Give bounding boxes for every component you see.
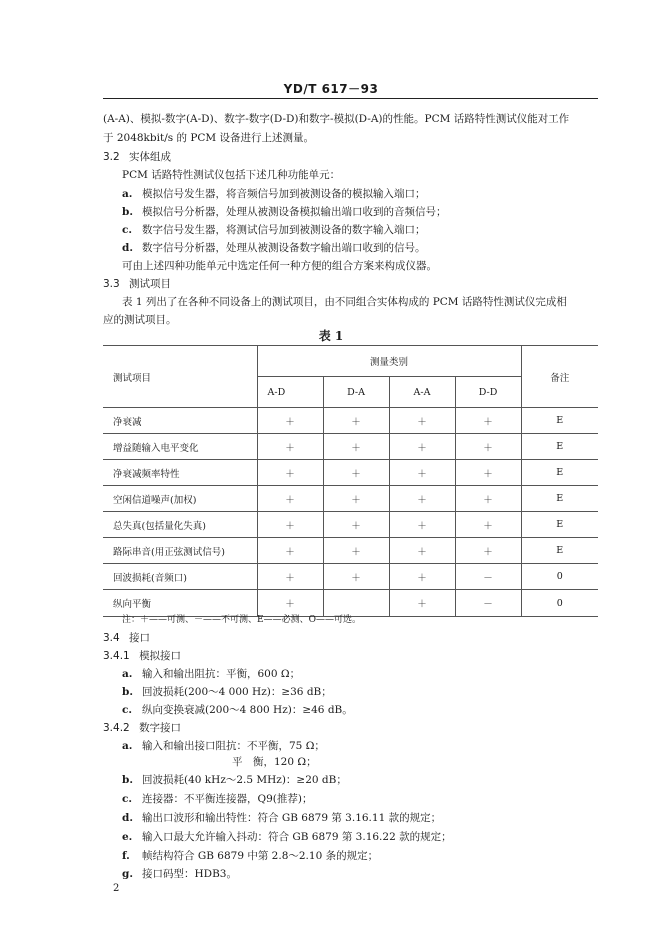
section-3-2-lead: PCM 话路特性测试仪包括下述几种功能单元： <box>122 169 341 181</box>
row-note: E <box>521 408 598 434</box>
cell: － <box>455 590 521 617</box>
section-number: 3.2 <box>103 151 120 163</box>
section-3-4-1-heading <box>103 649 181 663</box>
row-name: 回波损耗(音频口) <box>103 564 257 590</box>
list-item <box>122 830 452 844</box>
cell: ＋ <box>323 434 389 460</box>
section-title: 测试项目 <box>129 278 172 290</box>
cell: ＋ <box>323 512 389 538</box>
table-row <box>103 564 598 590</box>
item-text: 输入口最大允许输入抖动：符合 GB 6879 第 3.16.22 款的规定； <box>142 831 452 843</box>
table-row <box>103 434 598 460</box>
test-items-table <box>103 345 598 617</box>
cell: ＋ <box>257 434 323 460</box>
cell: ＋ <box>455 512 521 538</box>
list-item <box>122 773 347 787</box>
cell: ＋ <box>257 538 323 564</box>
row-name: 净衰减 <box>103 408 257 434</box>
page-number: 2 <box>113 883 120 894</box>
row-name: 纵向平衡 <box>103 590 257 617</box>
item-label: c. <box>122 704 133 716</box>
item-text: 模拟信号分析器，处理从被测设备模拟输出端口收到的音频信号； <box>142 206 447 218</box>
list-item <box>122 187 426 201</box>
table-row <box>103 538 598 564</box>
row-note: 0 <box>521 564 598 590</box>
item-label: c. <box>122 224 133 236</box>
row-name: 增益随输入电平变化 <box>103 434 257 460</box>
cell: ＋ <box>257 460 323 486</box>
cell: ＋ <box>455 434 521 460</box>
section-3-2-heading <box>103 150 171 164</box>
row-note: E <box>521 538 598 564</box>
cell: ＋ <box>257 590 323 617</box>
col-head-a-a: A-A <box>389 377 455 408</box>
row-name: 路际串音(用正弦测试信号) <box>103 538 257 564</box>
item-text: 输出口波形和输出特性：符合 GB 6879 第 3.16.11 款的规定； <box>142 812 442 824</box>
list-item <box>122 667 300 681</box>
table-row <box>103 408 598 434</box>
item-text: 连接器：不平衡连接器，Q9(推荐)； <box>142 793 313 805</box>
cell: ＋ <box>389 434 455 460</box>
list-item <box>122 685 332 699</box>
section-title: 实体组成 <box>129 151 172 163</box>
item-label: d. <box>122 242 133 254</box>
item-label: a. <box>122 740 133 752</box>
cell: ＋ <box>257 486 323 512</box>
list-item <box>122 205 447 219</box>
row-name: 总失真(包括量化失真) <box>103 512 257 538</box>
section-number: 3.3 <box>103 278 120 290</box>
table-row <box>103 512 598 538</box>
col-head-d-a: D-A <box>323 377 389 408</box>
intro-line-2: 于 2048kbit/s 的 PCM 设备进行上述测量。 <box>103 132 315 144</box>
item-label: f. <box>122 850 130 862</box>
item-label: b. <box>122 774 133 786</box>
item-text: 数字信号分析器，处理从被测设备数字输出端口收到的信号。 <box>142 242 426 254</box>
item-text: 纵向变换衰减(200～4 800 Hz)：≥46 dB。 <box>142 704 353 716</box>
doc-header-code: YD/T 617－93 <box>283 82 379 96</box>
row-name: 空闲信道噪声(加权) <box>103 486 257 512</box>
table-row <box>103 486 598 512</box>
cell: ＋ <box>257 512 323 538</box>
section-number: 3.4.1 <box>103 650 130 662</box>
cell: ＋ <box>323 408 389 434</box>
item-text: 回波损耗(40 kHz～2.5 MHz)：≥20 dB； <box>142 774 347 786</box>
cell: ＋ <box>455 460 521 486</box>
section-title: 数字接口 <box>139 722 182 734</box>
row-note: E <box>521 512 598 538</box>
list-item <box>122 703 353 717</box>
item-label: c. <box>122 793 133 805</box>
item-label: a. <box>122 188 133 200</box>
table-head-note: 备注 <box>521 346 598 408</box>
section-title: 模拟接口 <box>139 650 182 662</box>
cell: ＋ <box>323 460 389 486</box>
item-text: 帧结构符合 GB 6879 中第 2.8～2.10 条的规定； <box>142 850 379 862</box>
cell: ＋ <box>389 460 455 486</box>
item-label: d. <box>122 812 133 824</box>
section-3-3-heading <box>103 277 171 291</box>
section-3-3-para-2: 应的测试项目。 <box>103 314 177 326</box>
cell: ＋ <box>389 564 455 590</box>
item-text: 模拟信号发生器，将音频信号加到被测设备的模拟输入端口； <box>142 188 426 200</box>
item-text: 输入和输出接口阻抗：不平衡，75 Ω； <box>142 740 325 752</box>
list-item <box>122 792 312 806</box>
cell: ＋ <box>323 564 389 590</box>
cell: ＋ <box>257 564 323 590</box>
cell: ＋ <box>455 486 521 512</box>
item-label: b. <box>122 206 133 218</box>
cell: ＋ <box>323 538 389 564</box>
row-note: 0 <box>521 590 598 617</box>
item-label: g. <box>122 868 133 880</box>
section-3-2-closing: 可由上述四种功能单元中选定任何一种方便的组合方案来构成仪器。 <box>122 260 437 272</box>
table-caption: 表 1 <box>318 329 344 343</box>
section-3-4-heading <box>103 631 150 645</box>
section-title: 接口 <box>129 632 151 644</box>
cell: ＋ <box>323 486 389 512</box>
item-label: b. <box>122 686 133 698</box>
cell: － <box>455 564 521 590</box>
cell: ＋ <box>389 538 455 564</box>
item-text: 接口码型：HDB3。 <box>142 868 237 880</box>
section-3-4-2-heading <box>103 721 181 735</box>
item-label: e. <box>122 831 133 843</box>
row-note: E <box>521 460 598 486</box>
list-item <box>122 241 426 255</box>
section-3-3-para-1: 表 1 列出了在各种不同设备上的测试项目，由不同组合实体构成的 PCM 话路特性测试仪完成相 <box>122 296 567 308</box>
item-label: a. <box>122 668 133 680</box>
list-item <box>122 223 426 237</box>
item-text: 输入和输出阻抗：平衡，600 Ω； <box>142 668 301 680</box>
list-item <box>122 739 325 753</box>
item-text: 回波损耗(200～4 000 Hz)：≥36 dB； <box>142 686 332 698</box>
cell: ＋ <box>389 512 455 538</box>
row-note: E <box>521 486 598 512</box>
table-note: 注：＋——可测、－——不可测、E——必测、O——可选。 <box>122 615 361 625</box>
table-head-item: 测试项目 <box>103 346 257 408</box>
table-head-group: 测量类别 <box>257 346 521 377</box>
item-text: 数字信号发生器，将测试信号加到被测设备的数字输入端口； <box>142 224 426 236</box>
cell: ＋ <box>455 538 521 564</box>
list-item <box>122 811 441 825</box>
cell: ＋ <box>257 408 323 434</box>
cell: ＋ <box>389 486 455 512</box>
item-text: 平 衡，120 Ω； <box>232 756 317 768</box>
section-number: 3.4.2 <box>103 722 130 734</box>
list-item <box>122 867 237 881</box>
cell: ＋ <box>455 408 521 434</box>
header-rule <box>103 98 598 99</box>
col-head-a-d: A-D <box>257 377 323 408</box>
cell: ＋ <box>389 590 455 617</box>
list-item <box>122 849 378 863</box>
row-name: 净衰减频率特性 <box>103 460 257 486</box>
intro-line-1: (A-A)、模拟-数字(A-D)、数字-数字(D-D)和数字-模拟(D-A)的性能。PCM 话路特性测试仪能对工作 <box>103 113 570 125</box>
col-head-d-d: D-D <box>455 377 521 408</box>
cell: ＋ <box>389 408 455 434</box>
table-row <box>103 460 598 486</box>
row-note: E <box>521 434 598 460</box>
section-number: 3.4 <box>103 632 120 644</box>
list-item-continuation <box>232 755 317 769</box>
